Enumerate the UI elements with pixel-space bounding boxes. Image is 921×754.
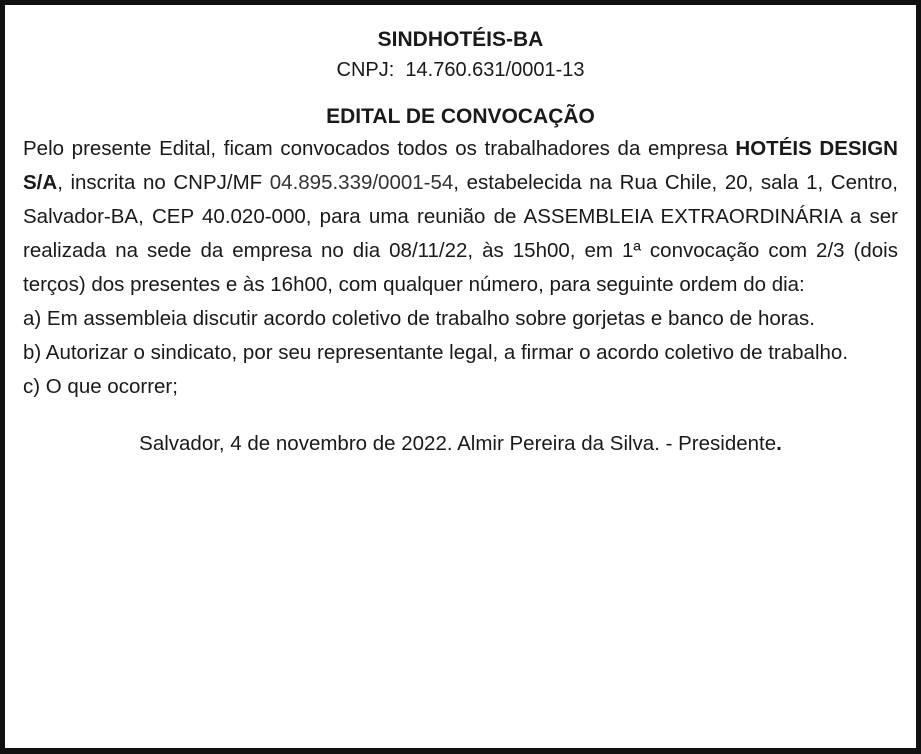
signature-text: Salvador, 4 de novembro de 2022. Almir Pereira da Silva. - Presidente (139, 432, 777, 455)
signature-line (23, 427, 898, 461)
signature-end-mark: . (776, 432, 782, 455)
agenda-item-a: a) Em assembleia discutir acordo coletivo de trabalho sobre gorjetas e banco de horas. (23, 307, 815, 330)
cnpj-value: 14.760.631/0001-13 (405, 59, 585, 81)
edital-title: EDITAL DE CONVOCAÇÃO (326, 105, 595, 128)
company-cnpj: 04.895.339/0001-54 (269, 171, 454, 194)
agenda-item-c: c) O que ocorrer; (23, 375, 178, 398)
agenda-item-b: b) Autorizar o sindicato, por seu representante legal, a firmar o acordo coletivo de trabalho. (23, 341, 849, 364)
intro-pre-text: Pelo presente Edital, ficam convocados todos os trabalhadores da empresa (23, 137, 736, 160)
company-name: HOTÉIS DESIGN S/A (23, 137, 898, 194)
union-name: SINDHOTÉIS-BA (377, 28, 544, 51)
intro-rest-text: , estabelecida na Rua Chile, 20, sala 1, Centro, Salvador-BA, CEP 40.020-000, para uma reunião de ASSEMBLEIA EXTRAORDINÁRIA a ser realizada na sede da empresa no dia 08/11/22, às 15h00, em 1ª convocação com 2/3 (dois terços) dos presentes e às 16h00, com qualquer número, para seguinte ordem do dia: (23, 171, 898, 296)
notice-content (23, 25, 898, 461)
intro-paragraph (23, 132, 898, 302)
union-cnpj-line (23, 55, 898, 85)
intro-cnpj-pre-text: , inscrita no CNPJ/MF (57, 171, 270, 194)
cnpj-label: CNPJ: (336, 59, 395, 81)
